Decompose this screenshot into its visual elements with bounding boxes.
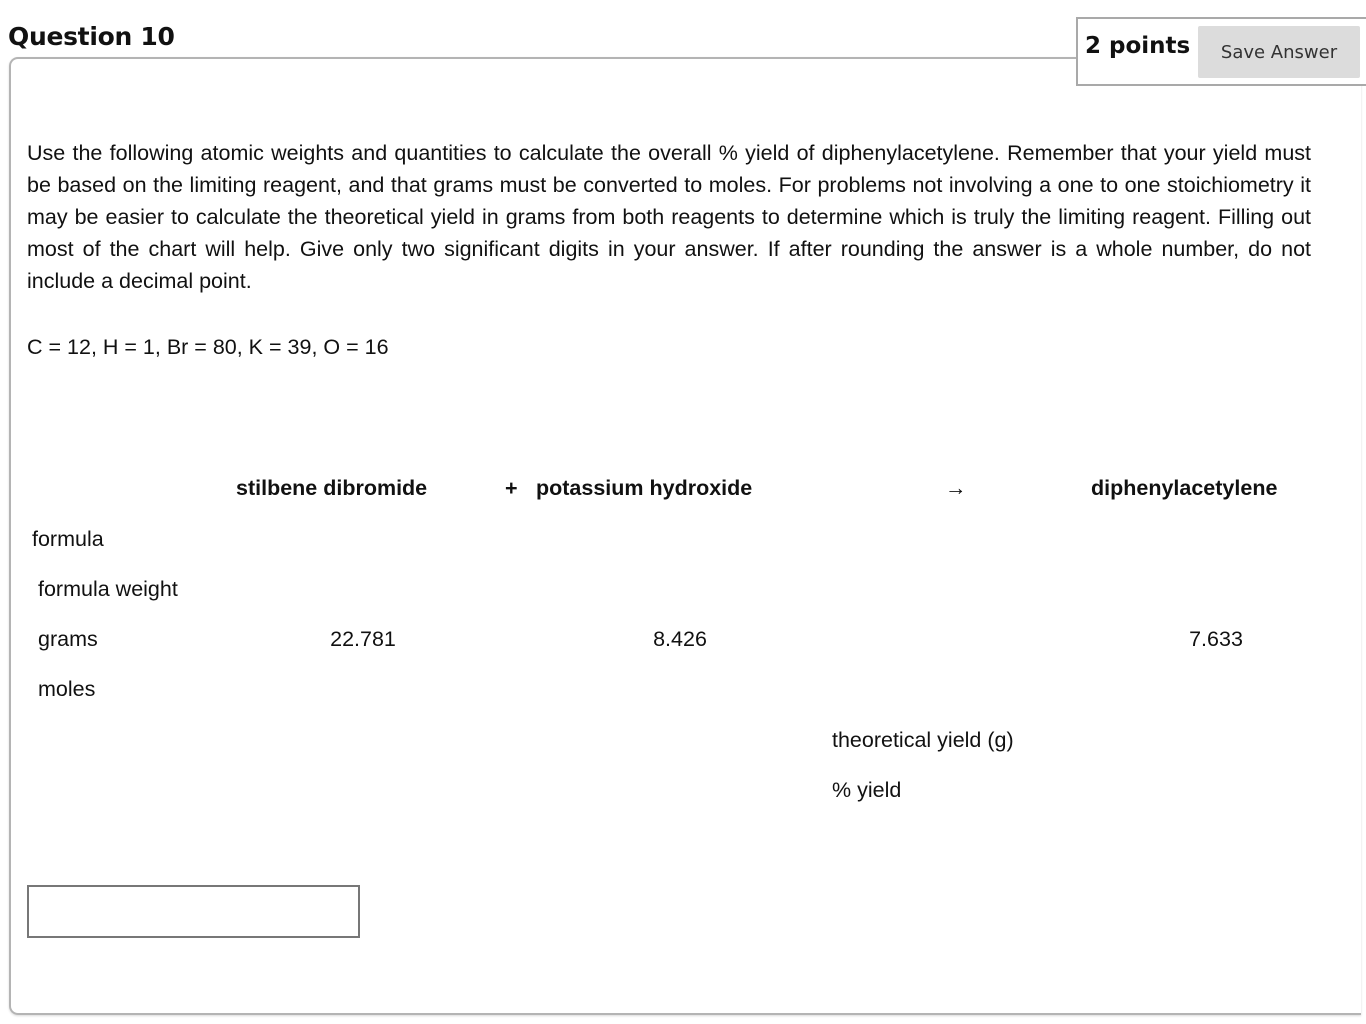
save-answer-button[interactable]: Save Answer — [1198, 26, 1360, 78]
percent-yield-label: % yield — [832, 778, 902, 802]
plus-sign: + — [505, 476, 518, 500]
points-panel — [1076, 17, 1366, 86]
row-label-formula: formula — [32, 527, 104, 551]
reactant2-header: potassium hydroxide — [536, 476, 753, 500]
reactant2-grams: 8.426 — [653, 627, 707, 651]
product-header: diphenylacetylene — [1091, 476, 1278, 500]
question-title: Question 10 — [8, 22, 175, 51]
row-label-formula-weight: formula weight — [38, 577, 178, 601]
points-label: 2 points — [1085, 33, 1191, 59]
question-instructions: Use the following atomic weights and quantities to calculate the overall % yield of diphenylacetylene. Remember that your yield must be based on the limiting reagent, and that grams must be converted to moles. For problems not involving a one to one stoichiometry it may be easier to calculate the theoretical yield in grams from both reagents to determine which is truly the limiting reagent. Filling out most of the chart will help. Give only two significant digits in your answer. If after rounding the answer is a whole number, do not include a decimal point. — [27, 141, 1311, 293]
row-label-moles: moles — [38, 677, 96, 701]
atomic-weights: C = 12, H = 1, Br = 80, K = 39, O = 16 — [27, 335, 389, 359]
theoretical-yield-label: theoretical yield (g) — [832, 728, 1014, 752]
product-grams: 7.633 — [1189, 627, 1243, 651]
reactant1-grams: 22.781 — [330, 627, 396, 651]
reactant1-header: stilbene dibromide — [236, 476, 428, 500]
reaction-arrow: → — [945, 476, 967, 500]
answer-input[interactable] — [27, 885, 360, 938]
row-label-grams: grams — [38, 627, 98, 651]
